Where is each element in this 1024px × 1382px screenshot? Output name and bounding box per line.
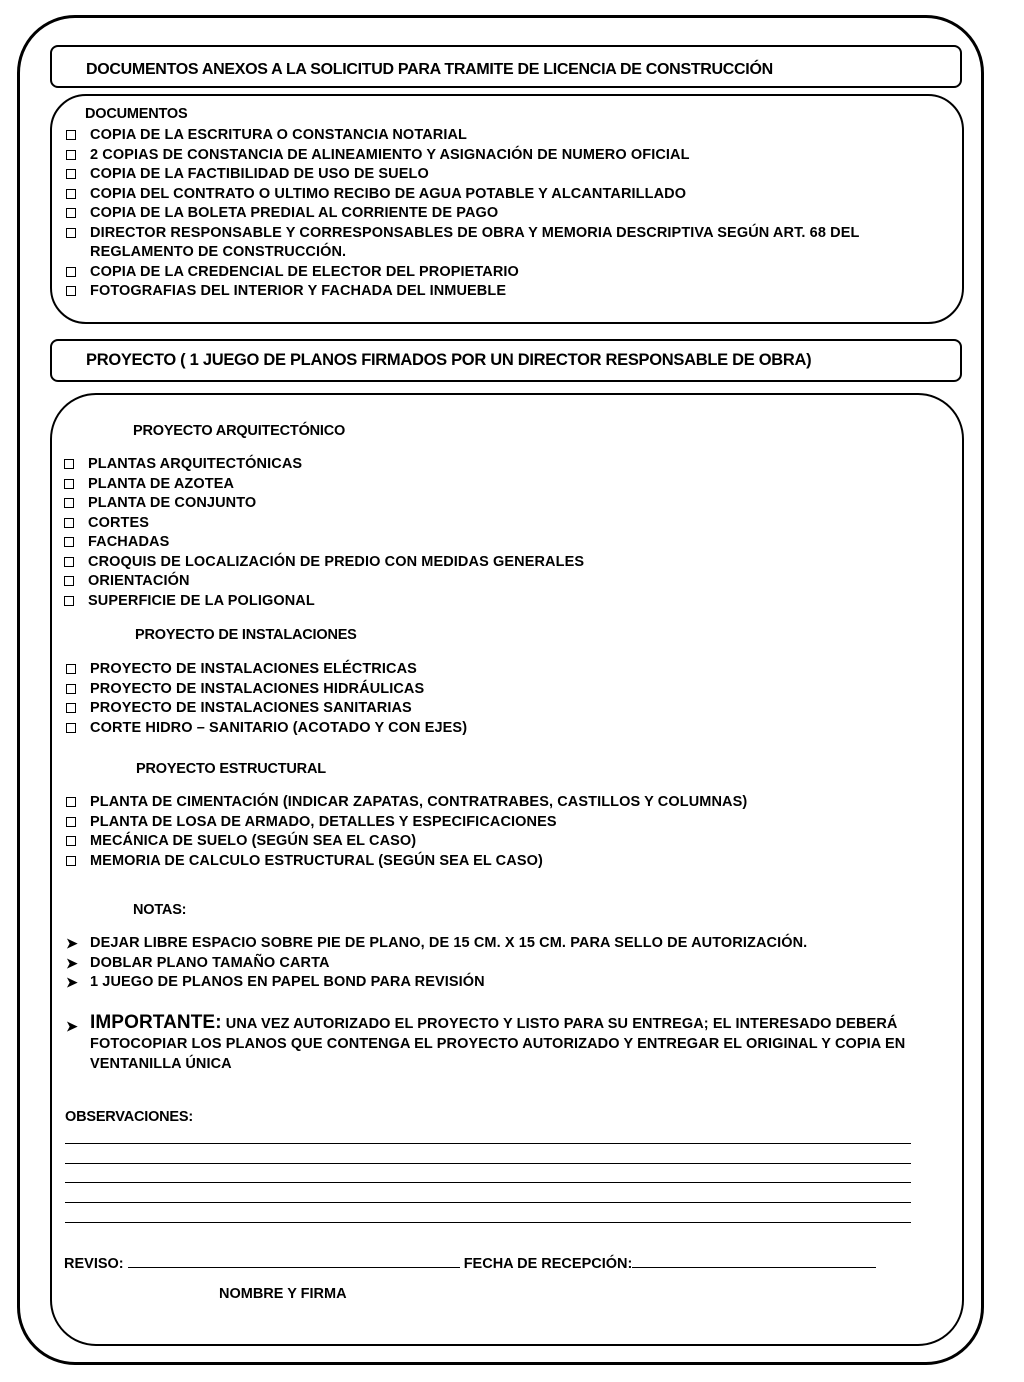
checkbox-icon: [64, 479, 74, 489]
arrow-bullet-icon: ➤: [66, 974, 78, 990]
list-item-text: COPIA DE LA FACTIBILIDAD DE USO DE SUELO: [90, 166, 429, 182]
list-item-text: MEMORIA DE CALCULO ESTRUCTURAL (SEGÚN SEA EL CASO): [90, 852, 543, 869]
list-item-text: DEJAR LIBRE ESPACIO SOBRE PIE DE PLANO, DE 15 CM. X 15 CM. PARA SELLO DE AUTORIZACIÓN.: [90, 935, 808, 951]
list-item: [66, 126, 936, 146]
documents-subtitle: DOCUMENTOS: [85, 106, 188, 122]
checkbox-icon: [64, 596, 74, 606]
checkbox-icon: [66, 856, 76, 866]
list-item-text: PROYECTO DE INSTALACIONES HIDRÁULICAS: [90, 680, 425, 697]
arquitectonico-title: PROYECTO ARQUITECTÓNICO: [133, 423, 346, 439]
list-item: [64, 455, 934, 475]
list-item-text: PLANTAS ARQUITECTÓNICAS: [88, 456, 303, 472]
list-item: [66, 813, 936, 833]
documents-header: [50, 45, 962, 88]
estructural-title: PROYECTO ESTRUCTURAL: [136, 761, 326, 777]
checkbox-icon: [66, 664, 76, 674]
list-item: [66, 282, 936, 302]
arrow-bullet-icon: ➤: [66, 935, 78, 951]
observaciones-line[interactable]: [65, 1222, 911, 1223]
checkbox-icon: [66, 189, 76, 199]
list-item-text: 1 JUEGO DE PLANOS EN PAPEL BOND PARA REVISIÓN: [90, 974, 485, 990]
arrow-bullet-icon: ➤: [66, 954, 78, 971]
list-item: [64, 494, 934, 514]
list-item: [66, 852, 936, 872]
list-item: [64, 514, 934, 534]
documents-list: [66, 126, 936, 302]
checkbox-icon: [66, 797, 76, 807]
list-item: [66, 934, 936, 954]
list-item: [66, 263, 936, 283]
checkbox-icon: [66, 817, 76, 827]
list-item-text: FACHADAS: [88, 534, 170, 550]
observaciones-line[interactable]: [65, 1163, 911, 1164]
reviso-field[interactable]: [128, 1253, 460, 1268]
observaciones-label: OBSERVACIONES:: [65, 1109, 193, 1125]
checkbox-icon: [66, 228, 76, 238]
instalaciones-list: [66, 660, 936, 738]
list-item: [66, 954, 936, 974]
checkbox-icon: [66, 169, 76, 179]
list-item-text: CORTES: [88, 514, 150, 531]
list-item: [66, 185, 936, 205]
checkbox-icon: [66, 836, 76, 846]
checkbox-icon: [64, 557, 74, 567]
list-item: [66, 146, 936, 166]
documents-header-text: DOCUMENTOS ANEXOS A LA SOLICITUD PARA TRAMITE DE LICENCIA DE CONSTRUCCIÓN: [86, 61, 773, 78]
arquitectonico-list: [64, 455, 934, 611]
fecha-label: FECHA DE RECEPCIÓN:: [463, 1256, 633, 1272]
checkbox-icon: [64, 518, 74, 528]
checkbox-icon: [66, 703, 76, 713]
importante-note: [66, 1013, 926, 1074]
checkbox-icon: [64, 459, 74, 469]
estructural-list: [66, 793, 936, 871]
checkbox-icon: [64, 576, 74, 586]
list-item-text: 2 COPIAS DE CONSTANCIA DE ALINEAMIENTO Y ASIGNACIÓN DE NUMERO OFICIAL: [90, 146, 690, 163]
list-item-text: PROYECTO DE INSTALACIONES ELÉCTRICAS: [90, 661, 417, 677]
list-item: [64, 592, 934, 612]
list-item: [66, 793, 936, 813]
checkbox-icon: [66, 286, 76, 296]
list-item-text: DIRECTOR RESPONSABLE Y CORRESPONSABLES DE OBRA Y MEMORIA DESCRIPTIVA SEGÚN ART. 68 DEL REGLAMENTO DE CONSTRUCCIÓN.: [90, 224, 860, 260]
list-item: [64, 533, 934, 553]
checkbox-icon: [66, 150, 76, 160]
list-item-text: MECÁNICA DE SUELO (SEGÚN SEA EL CASO): [90, 833, 417, 849]
list-item: [66, 973, 936, 993]
nombre-firma-label: NOMBRE Y FIRMA: [219, 1286, 347, 1302]
signature-row: [64, 1253, 876, 1272]
reviso-label: REVISO:: [64, 1256, 124, 1272]
checkbox-icon: [66, 130, 76, 140]
notas-list: [66, 934, 936, 993]
observaciones-line[interactable]: [65, 1202, 911, 1203]
importante-text: UNA VEZ AUTORIZADO EL PROYECTO Y LISTO PARA SU ENTREGA; EL INTERESADO DEBERÁ FOTOCOPIAR LOS PLANOS QUE CONTENGA EL PROYECTO AUTORIZADO Y ENTREGAR EL ORIGINAL Y COPIA EN VENTANILLA ÚNICA: [90, 1016, 906, 1072]
fecha-field[interactable]: [632, 1253, 876, 1268]
list-item: [66, 660, 936, 680]
list-item-text: COPIA DE LA BOLETA PREDIAL AL CORRIENTE DE PAGO: [90, 205, 499, 221]
list-item-text: FOTOGRAFIAS DEL INTERIOR Y FACHADA DEL INMUEBLE: [90, 283, 507, 299]
list-item: [66, 165, 936, 185]
list-item-text: SUPERFICIE DE LA POLIGONAL: [88, 592, 315, 609]
list-item: [66, 224, 936, 263]
project-header: [50, 339, 962, 382]
notas-title: NOTAS:: [133, 902, 187, 918]
list-item: [64, 475, 934, 495]
list-item-text: COPIA DEL CONTRATO O ULTIMO RECIBO DE AGUA POTABLE Y ALCANTARILLADO: [90, 185, 687, 202]
arrow-bullet-icon: ➤: [66, 1018, 78, 1034]
list-item-text: PLANTA DE CIMENTACIÓN (INDICAR ZAPATAS, CONTRATRABES, CASTILLOS Y COLUMNAS): [90, 794, 748, 810]
instalaciones-title: PROYECTO DE INSTALACIONES: [135, 627, 357, 643]
list-item-text: CORTE HIDRO – SANITARIO (ACOTADO Y CON EJES): [90, 719, 468, 736]
list-item: [66, 832, 936, 852]
checkbox-icon: [66, 723, 76, 733]
list-item-text: CROQUIS DE LOCALIZACIÓN DE PREDIO CON MEDIDAS GENERALES: [88, 553, 585, 570]
list-item-text: COPIA DE LA ESCRITURA O CONSTANCIA NOTARIAL: [90, 127, 467, 143]
checkbox-icon: [66, 267, 76, 277]
importante-label: IMPORTANTE:: [90, 1012, 222, 1033]
list-item: [66, 204, 936, 224]
list-item-text: PROYECTO DE INSTALACIONES SANITARIAS: [90, 700, 412, 716]
list-item-text: PLANTA DE AZOTEA: [88, 475, 235, 492]
observaciones-line[interactable]: [65, 1182, 911, 1183]
list-item: [64, 572, 934, 592]
list-item-text: ORIENTACIÓN: [88, 573, 190, 589]
list-item-text: PLANTA DE LOSA DE ARMADO, DETALLES Y ESPECIFICACIONES: [90, 813, 557, 830]
checkbox-icon: [66, 208, 76, 218]
list-item-text: PLANTA DE CONJUNTO: [88, 495, 257, 511]
list-item: [64, 553, 934, 573]
list-item: [66, 680, 936, 700]
project-header-text: PROYECTO ( 1 JUEGO DE PLANOS FIRMADOS POR UN DIRECTOR RESPONSABLE DE OBRA): [86, 351, 812, 369]
list-item-text: COPIA DE LA CREDENCIAL DE ELECTOR DEL PROPIETARIO: [90, 263, 519, 280]
list-item-text: DOBLAR PLANO TAMAÑO CARTA: [90, 954, 330, 971]
list-item: [66, 699, 936, 719]
list-item: [66, 719, 936, 739]
observaciones-line[interactable]: [65, 1143, 911, 1144]
checkbox-icon: [66, 684, 76, 694]
checkbox-icon: [64, 498, 74, 508]
checkbox-icon: [64, 537, 74, 547]
